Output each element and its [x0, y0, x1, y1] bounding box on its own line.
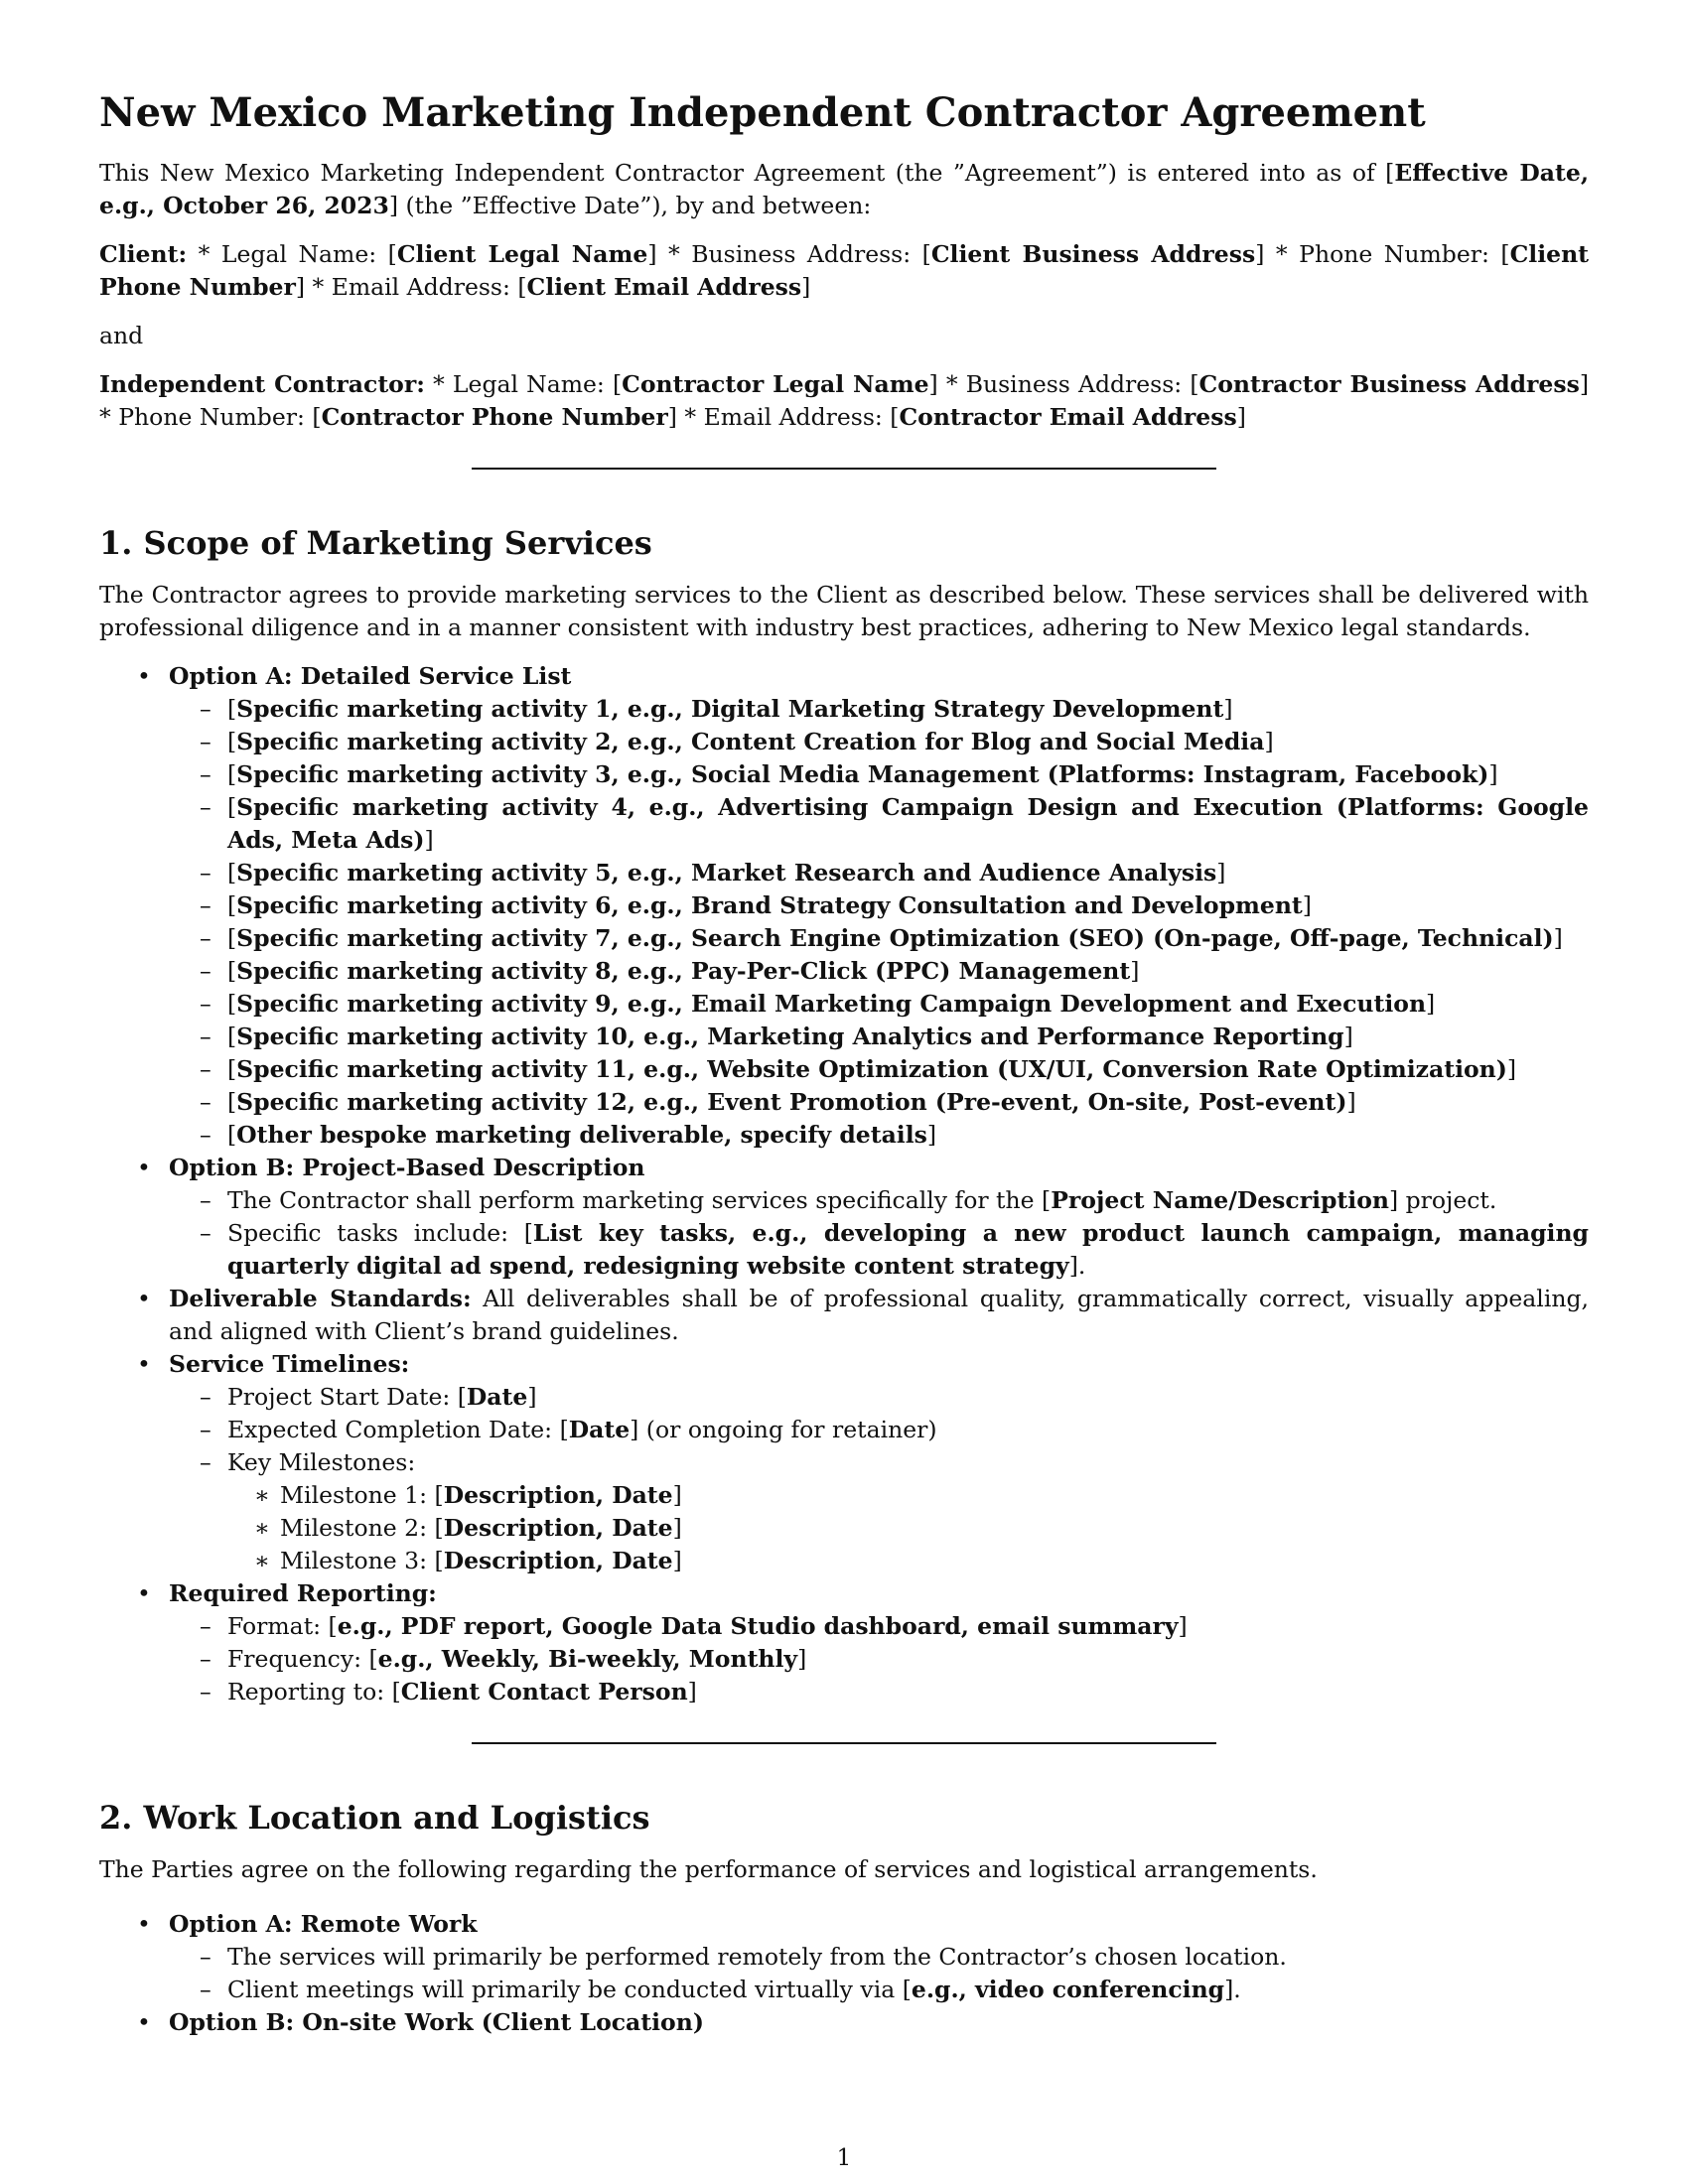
section-1-heading: 1. Scope of Marketing Services	[99, 524, 652, 562]
and-text: and	[99, 322, 144, 349]
client-legal-name-label: * Legal Name: [	[187, 240, 397, 268]
service-item-text: Specific marketing activity 1, e.g., Digital Marketing Strategy Development	[236, 695, 1224, 723]
service-item-text: Specific marketing activity 5, e.g., Market Research and Audience Analysis	[236, 859, 1217, 887]
client-legal-name: Client Legal Name	[396, 240, 648, 268]
section-divider	[472, 1742, 1216, 1744]
intro-text-1: This New Mexico Marketing Independent Contractor Agreement (the ”Agreement”) is entered into as of [	[99, 159, 1395, 187]
reporting-format: – Format: [e.g., PDF report, Google Data Studio dashboard, email summary]	[169, 1610, 1589, 1643]
reporting-frequency: – Frequency: [e.g., Weekly, Bi-weekly, Monthly]	[169, 1643, 1589, 1676]
project-description	[169, 1184, 1589, 1217]
contractor-address-label: ] * Business Address: [	[928, 370, 1199, 398]
service-item: – [Specific marketing activity 6, e.g., Brand Strategy Consultation and Development]	[169, 889, 1589, 922]
remote-meetings-detail	[169, 1974, 1589, 2006]
intro-text-2: ] (the ”Effective Date”), by and between:	[388, 192, 872, 219]
effective-date-placeholder: Effective Date, e.g., October 26, 2023	[99, 159, 1590, 219]
client-address: Client Business Address	[930, 240, 1256, 268]
service-item: – [Specific marketing activity 10, e.g., Marketing Analytics and Performance Reporting]	[169, 1021, 1589, 1053]
client-address-label: ] * Business Address: [	[647, 240, 931, 268]
service-item-text: Specific marketing activity 2, e.g., Content Creation for Blog and Social Media	[236, 728, 1265, 755]
client-email-label: ] * Email Address: [	[295, 273, 527, 301]
contractor-email: Contractor Email Address	[899, 403, 1237, 431]
service-item-text: Specific marketing activity 10, e.g., Marketing Analytics and Performance Reporting	[236, 1023, 1344, 1050]
document-title: New Mexico Marketing Independent Contractor Agreement	[99, 89, 1426, 136]
remote-work-list	[169, 1941, 1589, 2006]
format-value: e.g., PDF report, Google Data Studio dashboard, email summary	[337, 1612, 1179, 1640]
milestone-value: Description, Date	[443, 1514, 673, 1542]
service-item-text: Specific marketing activity 7, e.g., Search Engine Optimization (SEO) (On-page, Off-page, Technical)	[236, 924, 1554, 952]
project-tasks	[169, 1217, 1589, 1283]
onsite-work-item	[99, 2006, 1589, 2039]
format-label: Format: [	[227, 1612, 338, 1640]
contractor-phone: Contractor Phone Number	[321, 403, 668, 431]
required-reporting-item	[99, 1577, 1589, 1708]
onsite-work-label: Option B: On-site Work (Client Location)	[169, 2008, 704, 2036]
service-item-text: Specific marketing activity 4, e.g., Advertising Campaign Design and Execution (Platforms: Google Ads, Meta Ads)	[227, 793, 1589, 854]
tasks-placeholder: List key tasks, e.g., developing a new product launch campaign, managing quarterly digital ad spend, redesigning website content strategy	[227, 1219, 1589, 1280]
contractor-legal-name-label: * Legal Name: [	[424, 370, 623, 398]
client-phone: Client Phone Number	[99, 240, 1590, 301]
client-details	[99, 238, 1589, 304]
service-item: – [Specific marketing activity 3, e.g., Social Media Management (Platforms: Instagram, Facebook)]	[169, 758, 1589, 791]
section-1-list	[99, 660, 1589, 1708]
milestone-value: Description, Date	[443, 1481, 673, 1509]
section-2-list	[99, 1908, 1589, 2039]
contractor-phone-label: ] * Phone Number: [	[99, 370, 1590, 431]
remote-work-item	[99, 1908, 1589, 2006]
remote-work-detail: – The services will primarily be performed remotely from the Contractor’s chosen location.	[169, 1941, 1589, 1974]
project-list	[169, 1184, 1589, 1283]
milestone-value: Description, Date	[443, 1547, 673, 1574]
deliverable-label: Deliverable Standards:	[169, 1285, 472, 1312]
service-item: – [Specific marketing activity 5, e.g., Market Research and Audience Analysis]	[169, 857, 1589, 889]
section-2-heading: 2. Work Location and Logistics	[99, 1799, 650, 1837]
document-page	[99, 89, 1589, 2039]
client-label: Client:	[99, 240, 188, 268]
milestone-label: Milestone 3: [	[280, 1547, 444, 1574]
service-item-text: Specific marketing activity 9, e.g., Email Marketing Campaign Development and Execution	[236, 990, 1427, 1018]
milestones-list	[227, 1479, 1589, 1577]
milestone-item: ∗ Milestone 3: [Description, Date]	[227, 1545, 1589, 1577]
contractor-close: ]	[1236, 403, 1246, 431]
service-item: – [Specific marketing activity 1, e.g., Digital Marketing Strategy Development]	[169, 693, 1589, 726]
tasks-text-end: ].	[1068, 1252, 1086, 1280]
service-item: – [Specific marketing activity 9, e.g., Email Marketing Campaign Development and Execution]	[169, 988, 1589, 1021]
client-email: Client Email Address	[526, 273, 802, 301]
meetings-text: Client meetings will primarily be conducted virtually via [	[227, 1976, 912, 2003]
service-item: – [Specific marketing activity 11, e.g., Website Optimization (UX/UI, Conversion Rate Optimization)]	[169, 1053, 1589, 1086]
meetings-text-end: ].	[1224, 1976, 1241, 2003]
reporting-to: – Reporting to: [Client Contact Person]	[169, 1676, 1589, 1708]
service-item: – [Specific marketing activity 2, e.g., Content Creation for Blog and Social Media]	[169, 726, 1589, 758]
frequency-value: e.g., Weekly, Bi-weekly, Monthly	[377, 1645, 798, 1673]
section-1-intro: The Contractor agrees to provide marketing services to the Client as described below. These services shall be delivered with professional diligence and in a manner consistent with industry best practices, adhering to New Mexico legal standards.	[99, 581, 1589, 641]
client-close: ]	[801, 273, 811, 301]
project-text: The Contractor shall perform marketing services specifically for the [	[227, 1186, 1052, 1214]
service-list	[169, 693, 1589, 1152]
service-item: – [Specific marketing activity 7, e.g., Search Engine Optimization (SEO) (On-page, Off-page, Technical)]	[169, 922, 1589, 955]
remote-work-label: Option A: Remote Work	[169, 1910, 478, 1938]
service-item-text: Specific marketing activity 6, e.g., Brand Strategy Consultation and Development	[236, 891, 1303, 919]
completion-date-note: ] (or ongoing for retainer)	[630, 1416, 937, 1443]
timelines-label: Service Timelines:	[169, 1350, 410, 1378]
service-item-text: Other bespoke marketing deliverable, specify details	[236, 1121, 927, 1149]
contractor-address: Contractor Business Address	[1198, 370, 1580, 398]
service-item-text: Specific marketing activity 8, e.g., Pay-Per-Click (PPC) Management	[236, 957, 1131, 985]
start-date-value: Date	[466, 1383, 528, 1411]
page-number: 1	[836, 2145, 852, 2171]
completion-date	[169, 1414, 1589, 1446]
contractor-email-label: ] * Email Address: [	[667, 403, 900, 431]
milestone-label: Milestone 2: [	[280, 1514, 444, 1542]
service-item-text: Specific marketing activity 3, e.g., Social Media Management (Platforms: Instagram, Facebook)	[236, 760, 1489, 788]
contractor-legal-name: Contractor Legal Name	[622, 370, 929, 398]
intro-paragraph	[99, 157, 1589, 222]
contractor-label: Independent Contractor:	[99, 370, 425, 398]
reporting-to-value: Client Contact Person	[400, 1678, 688, 1706]
deliverable-text: All deliverables shall be of professional quality, grammatically correct, visually appealing, and aligned with Client’s brand guidelines.	[169, 1285, 1589, 1345]
project-name-placeholder: Project Name/Description	[1051, 1186, 1389, 1214]
client-phone-label: ] * Phone Number: [	[1255, 240, 1510, 268]
reporting-label: Required Reporting:	[169, 1579, 437, 1607]
service-item-text: Specific marketing activity 12, e.g., Event Promotion (Pre-event, On-site, Post-event)	[236, 1088, 1347, 1116]
completion-date-value: Date	[568, 1416, 631, 1443]
milestone-item: ∗ Milestone 2: [Description, Date]	[227, 1512, 1589, 1545]
tasks-text: Specific tasks include: [	[227, 1219, 533, 1247]
frequency-label: Frequency: [	[227, 1645, 378, 1673]
service-timelines-item	[99, 1348, 1589, 1577]
contractor-details	[99, 368, 1589, 434]
service-item: – [Specific marketing activity 12, e.g., Event Promotion (Pre-event, On-site, Post-event)]	[169, 1086, 1589, 1119]
timelines-list	[169, 1381, 1589, 1577]
service-item: – [Specific marketing activity 8, e.g., Pay-Per-Click (PPC) Management]	[169, 955, 1589, 988]
option-a-label: Option A: Detailed Service List	[169, 662, 572, 690]
milestones-label: Key Milestones:	[227, 1448, 416, 1476]
milestone-item: ∗ Milestone 1: [Description, Date]	[227, 1479, 1589, 1512]
key-milestones	[169, 1446, 1589, 1577]
reporting-list	[169, 1610, 1589, 1708]
start-date: – Project Start Date: [Date]	[169, 1381, 1589, 1414]
section-divider	[472, 468, 1216, 470]
section-2-intro: The Parties agree on the following regarding the performance of services and logistical arrangements.	[99, 1855, 1318, 1883]
option-b-item	[99, 1152, 1589, 1283]
deliverable-standards-item	[99, 1283, 1589, 1348]
project-text-end: ] project.	[1388, 1186, 1497, 1214]
service-item-text: Specific marketing activity 11, e.g., Website Optimization (UX/UI, Conversion Rate Optimization)	[236, 1055, 1507, 1083]
start-date-label: Project Start Date: [	[227, 1383, 467, 1411]
completion-date-label: Expected Completion Date: [	[227, 1416, 569, 1443]
meetings-placeholder: e.g., video conferencing	[911, 1976, 1225, 2003]
option-a-item	[99, 660, 1589, 1152]
service-item: – [Specific marketing activity 4, e.g., Advertising Campaign Design and Execution (Platforms: Google Ads, Meta Ads)]	[169, 791, 1589, 857]
milestone-label: Milestone 1: [	[280, 1481, 444, 1509]
service-item: – [Other bespoke marketing deliverable, specify details]	[169, 1119, 1589, 1152]
option-b-label: Option B: Project-Based Description	[169, 1154, 645, 1181]
reporting-to-label: Reporting to: [	[227, 1678, 401, 1706]
